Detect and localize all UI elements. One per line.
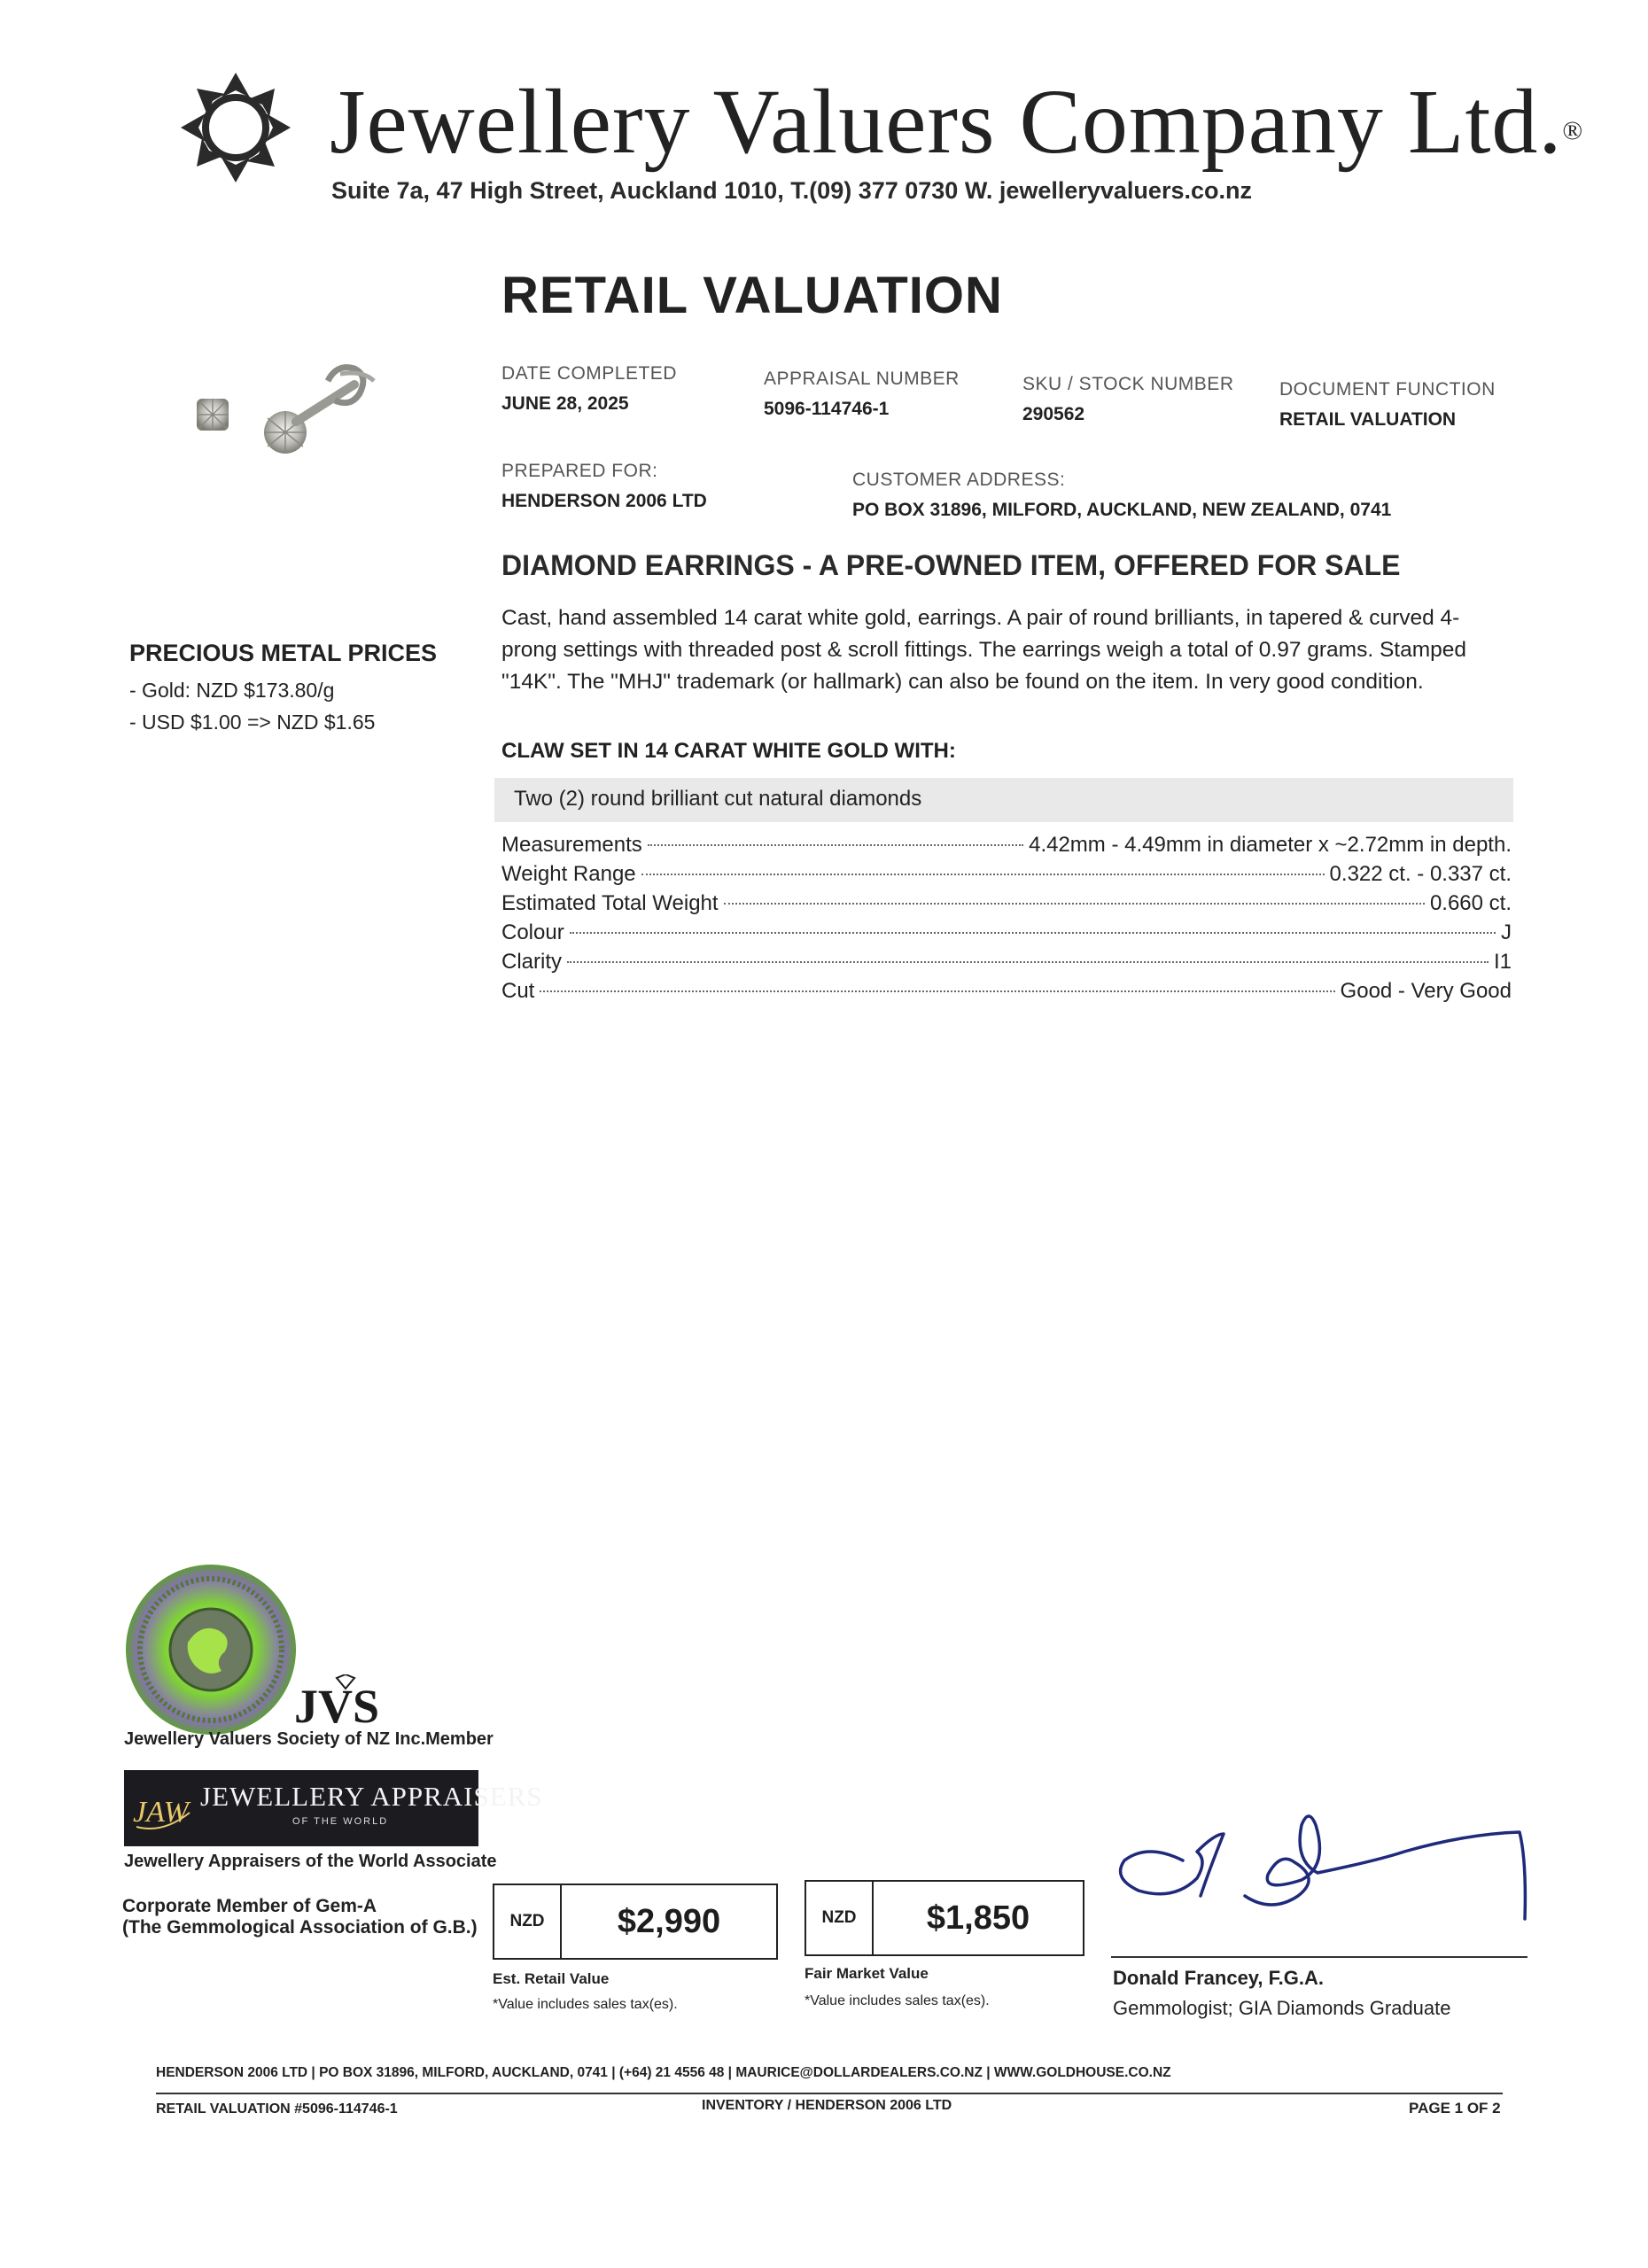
spec-measurements: Measurements 4.42mm - 4.49mm in diameter x ~2.72mm in depth. — [501, 833, 1512, 857]
retail-value-note: *Value includes sales tax(es). — [493, 1997, 678, 2012]
jvs-membership-caption: Jewellery Valuers Society of NZ Inc.Member — [124, 1729, 494, 1749]
fmv-currency: NZD — [806, 1882, 874, 1954]
company-name: Jewellery Valuers Company Ltd.® — [330, 71, 1584, 173]
document-function: DOCUMENT FUNCTION RETAIL VALUATION — [1279, 379, 1496, 430]
gold-price: - Gold: NZD $173.80/g — [129, 679, 335, 702]
retail-amount: $2,990 — [617, 1902, 721, 1940]
registered-mark: ® — [1562, 116, 1584, 146]
spec-clarity: Clarity I1 — [501, 950, 1512, 974]
retail-value-label: Est. Retail Value — [493, 1970, 610, 1987]
fmv-label: Fair Market Value — [805, 1965, 929, 1982]
prepared-for: PREPARED FOR: HENDERSON 2006 LTD — [501, 461, 707, 511]
date-completed: DATE COMPLETED JUNE 28, 2025 — [501, 363, 677, 414]
retail-currency: NZD — [494, 1885, 562, 1958]
fmv-note: *Value includes sales tax(es). — [805, 1993, 990, 2008]
jvs-hologram-seal-icon — [122, 1561, 299, 1738]
svg-text:JAW: JAW — [133, 1796, 189, 1829]
usd-rate: - USD $1.00 => NZD $1.65 — [129, 711, 376, 734]
signatory-title: Gemmologist; GIA Diamonds Graduate — [1113, 1997, 1451, 2019]
footer-contact: HENDERSON 2006 LTD | PO BOX 31896, MILFORD, AUCKLAND, 0741 | (+64) 21 4556 48 | MAURICE@DOLLARDEALERS.CO.NZ | WWW.GOLDHOUSE.CO.NZ — [156, 2065, 1171, 2080]
claw-set-heading: CLAW SET IN 14 CARAT WHITE GOLD WITH: — [501, 739, 956, 763]
company-logo-icon — [177, 69, 294, 186]
metal-prices — [129, 640, 437, 738]
spec-weight-range: Weight Range 0.322 ct. - 0.337 ct. — [501, 862, 1512, 886]
appraisal-number: APPRAISAL NUMBER 5096-114746-1 — [764, 369, 960, 419]
fair-market-value-box — [805, 1880, 1084, 1956]
jaw-logo-icon — [131, 1777, 193, 1839]
footer-divider — [156, 2093, 1503, 2094]
stone-bar — [494, 778, 1513, 822]
specifications-list — [501, 833, 1512, 1008]
spec-cut: Cut Good - Very Good — [501, 979, 1512, 1003]
svg-text:JVS: JVS — [294, 1680, 380, 1728]
retail-value-box — [493, 1884, 778, 1960]
company-address: Suite 7a, 47 High Street, Auckland 1010, T.(09) 377 0730 W. jewelleryvaluers.co.nz — [331, 177, 1252, 204]
spec-total-weight: Estimated Total Weight 0.660 ct. — [501, 891, 1512, 915]
signature-line — [1111, 1956, 1528, 1958]
jaw-membership-caption: Jewellery Appraisers of the World Associate — [124, 1852, 497, 1871]
footer-reference: RETAIL VALUATION #5096-114746-1 — [156, 2101, 398, 2117]
signature-image — [1112, 1798, 1537, 1931]
jaw-title: JEWELLERY APPRAISERS — [200, 1781, 543, 1812]
earrings-photo — [186, 354, 416, 487]
jaw-subtitle: OF THE WORLD — [292, 1816, 389, 1827]
customer-address: CUSTOMER ADDRESS: PO BOX 31896, MILFORD, AUCKLAND, NEW ZEALAND, 0741 — [852, 470, 1392, 520]
stone-description: Two (2) round brilliant cut natural diamonds — [514, 787, 922, 811]
signatory-name: Donald Francey, F.G.A. — [1113, 1967, 1324, 1989]
sku-number: SKU / STOCK NUMBER 290562 — [1022, 374, 1234, 424]
jaw-badge — [124, 1770, 543, 1846]
footer-inventory: INVENTORY / HENDERSON 2006 LTD — [702, 2098, 952, 2113]
item-description: Cast, hand assembled 14 carat white gold, earrings. A pair of round brilliants, in tapered & curved 4-prong settings with threaded post & scroll fittings. The earrings weigh a total of 0.97 grams. Stamped "14K". The "MHJ" trademark (or hallmark) can also be found on the item. In very good condition. — [501, 606, 1467, 694]
metal-prices-title: PRECIOUS METAL PRICES — [129, 640, 438, 666]
document-title: RETAIL VALUATION — [501, 267, 1003, 324]
spec-colour: Colour J — [501, 920, 1512, 944]
jvs-logo-icon — [291, 1674, 424, 1728]
page-number: PAGE 1 OF 2 — [1409, 2100, 1501, 2117]
fmv-amount: $1,850 — [926, 1899, 1030, 1937]
gem-a-membership: Corporate Member of Gem-A (The Gemmological Association of G.B.) — [122, 1896, 478, 1938]
item-heading: DIAMOND EARRINGS - A PRE-OWNED ITEM, OFFERED FOR SALE — [501, 549, 1401, 581]
